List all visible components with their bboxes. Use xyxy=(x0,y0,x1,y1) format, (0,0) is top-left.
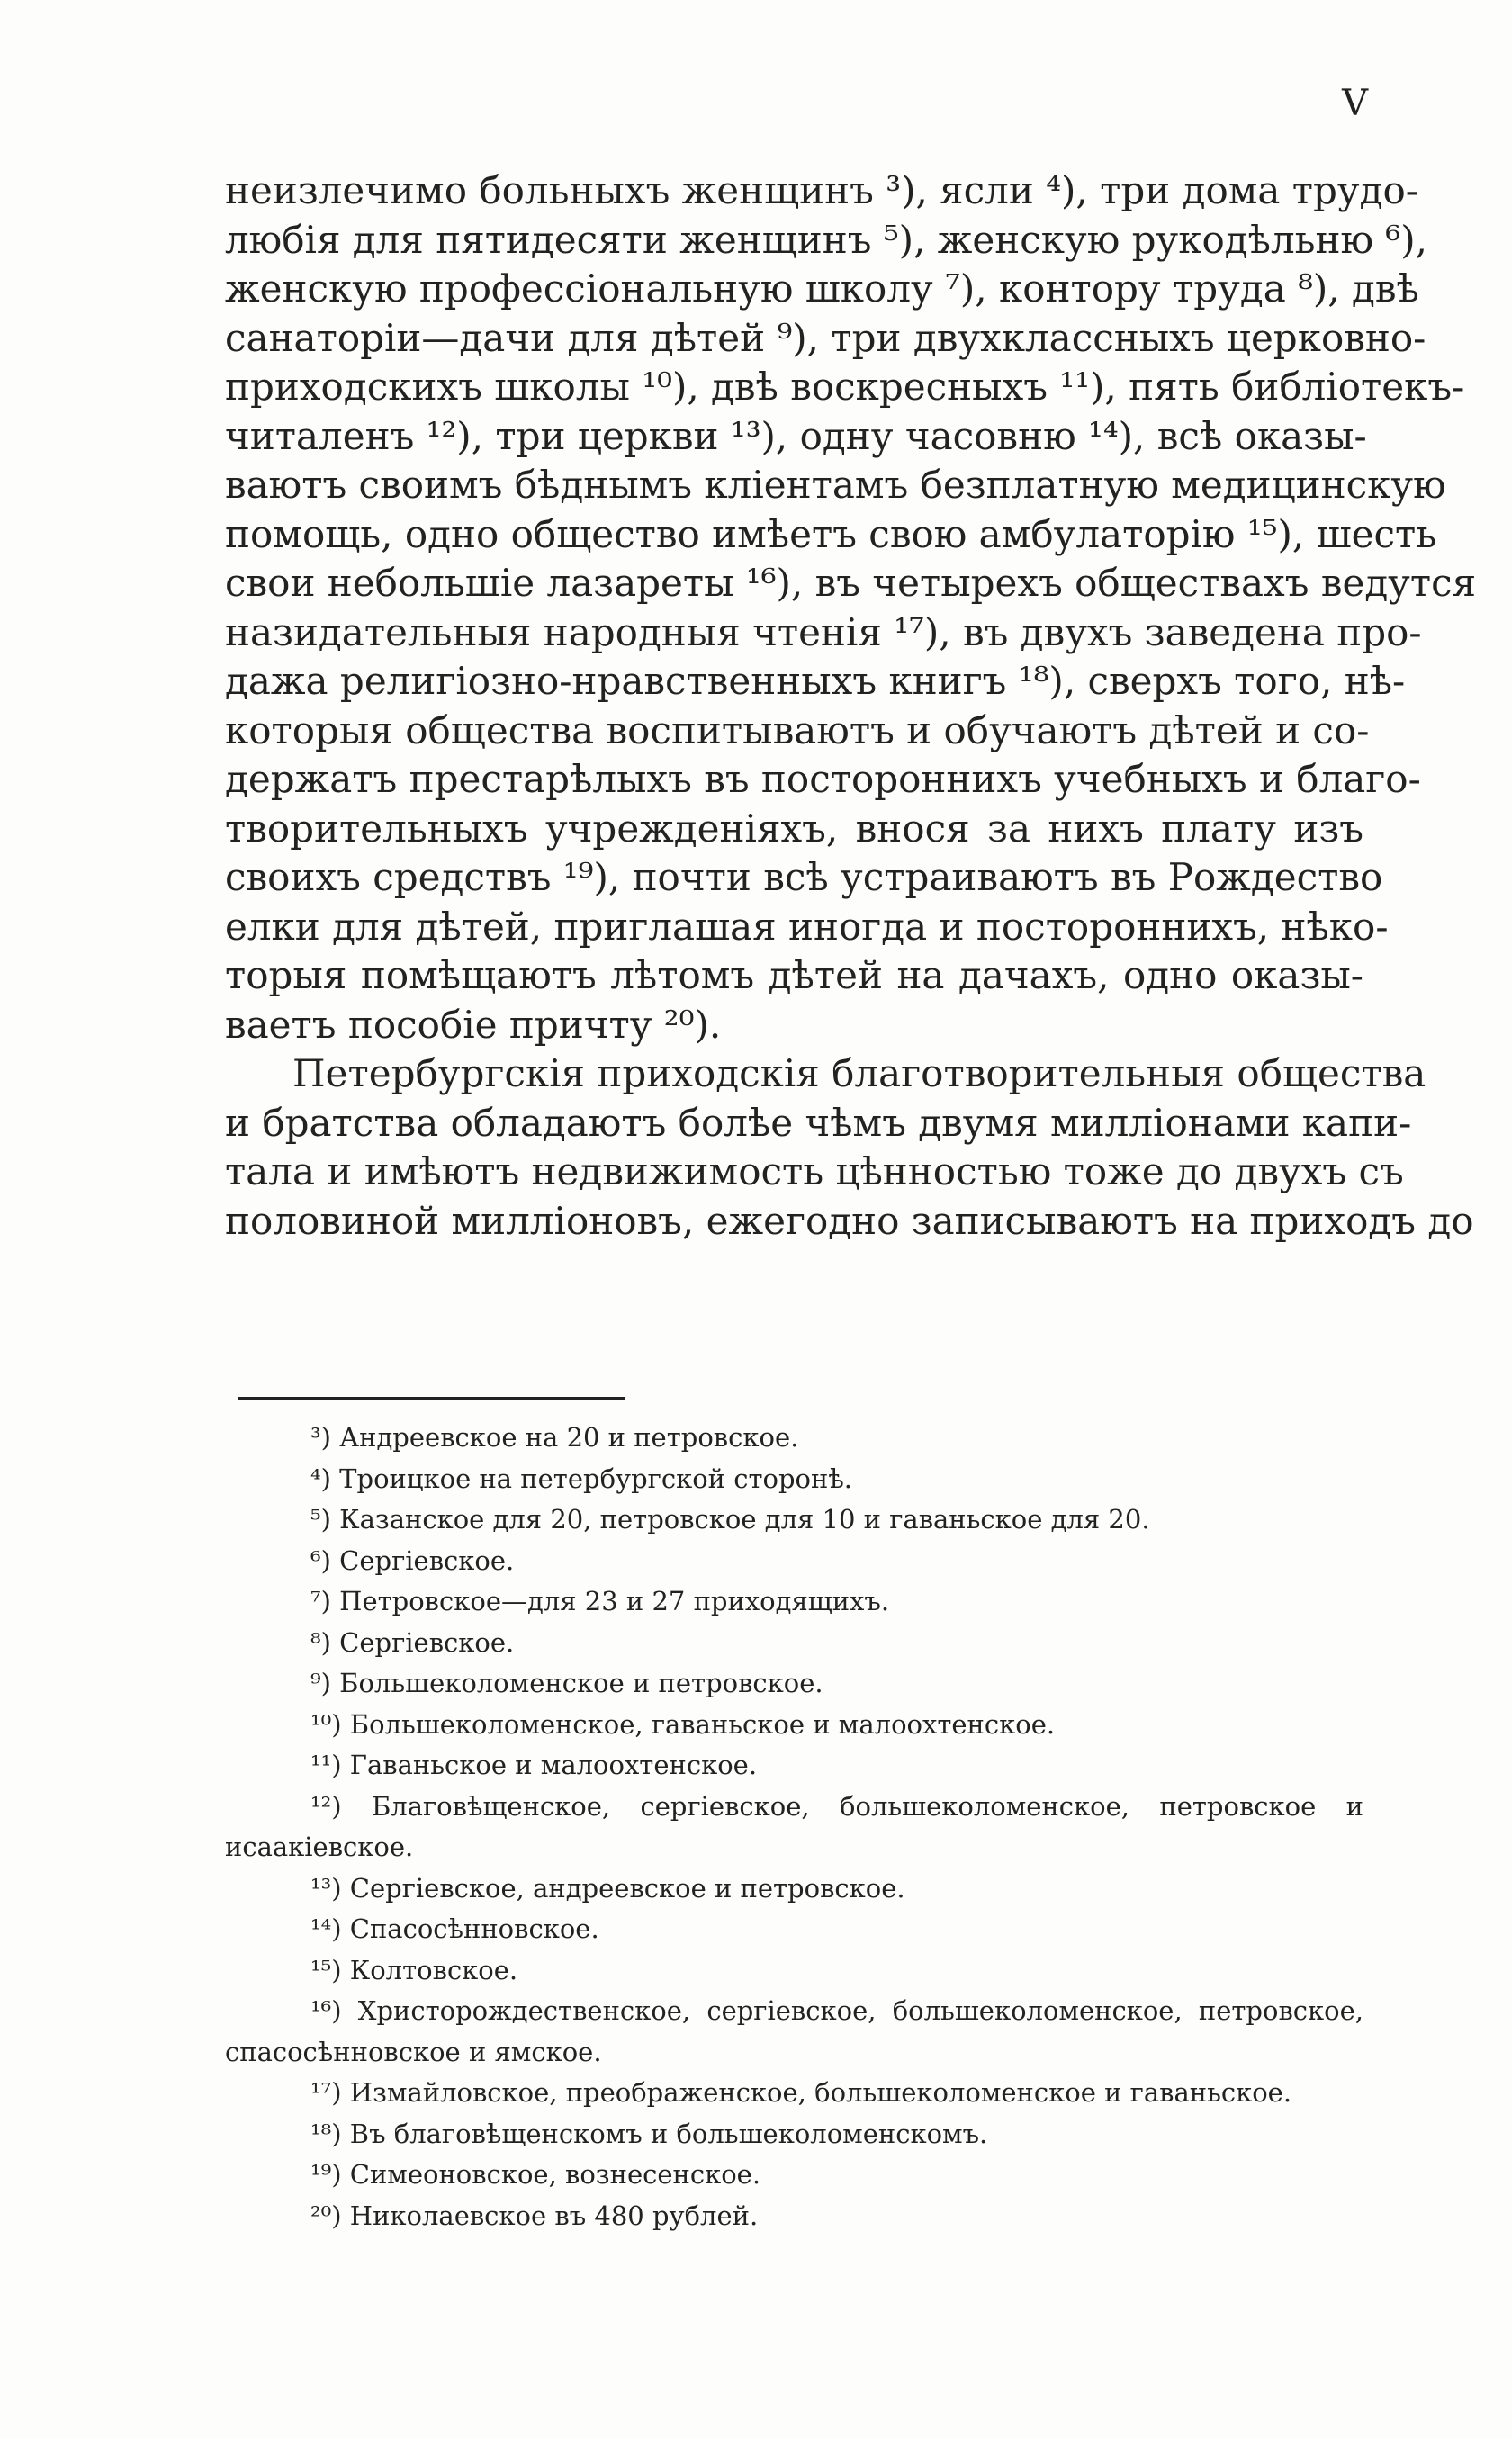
footnote: ¹⁰) Большеколоменское, гаваньское и малоохтенское. xyxy=(310,1708,1056,1740)
text-line: читаленъ ¹²), три церкви ¹³), одну часовню ¹⁴), всѣ оказы- xyxy=(225,413,1367,458)
footnote: ¹⁷) Измайловское, преображенское, большеколоменское и гаваньское. xyxy=(310,2077,1292,2108)
footnote: ¹²) Благовѣщенское, сергіевское, большеколоменское, петровское и xyxy=(310,1790,1364,1822)
text-line: торыя помѣщаютъ лѣтомъ дѣтей на дачахъ, одно оказы- xyxy=(225,953,1364,997)
text-line: елки для дѣтей, приглашая иногда и постороннихъ, нѣко- xyxy=(225,904,1389,949)
text-line: приходскихъ школы ¹⁰), двѣ воскресныхъ ¹¹), пять библіотекъ- xyxy=(225,364,1465,409)
footnote: ⁹) Большеколоменское и петровское. xyxy=(310,1668,824,1698)
text-line: санаторіи—дачи для дѣтей ⁹), три двухклассныхъ церковно- xyxy=(225,315,1426,360)
text-line: женскую профессіональную школу ⁷), контору труда ⁸), двѣ xyxy=(225,266,1419,310)
footnote-continuation: спасосѣнновское и ямское. xyxy=(225,2036,602,2067)
footnote: ¹³) Сергіевское, андреевское и петровское. xyxy=(310,1872,905,1904)
text-line: дажа религіозно-нравственныхъ книгъ ¹⁸), сверхъ того, нѣ- xyxy=(225,659,1406,703)
footnotes xyxy=(225,1418,1364,2236)
text-line: держатъ престарѣлыхъ въ постороннихъ учебныхъ и благо- xyxy=(225,757,1421,801)
footnote: ¹⁴) Спасосѣнновское. xyxy=(310,1913,599,1944)
footnote: ⁵) Казанское для 20, петровское для 10 и гаваньское для 20. xyxy=(310,1504,1150,1534)
text-line: половиной милліоновъ, ежегодно записываютъ на приходъ до xyxy=(225,1198,1474,1243)
footnote: ⁴) Троицкое на петербургской сторонѣ. xyxy=(310,1462,853,1494)
text-line: любія для пятидесяти женщинъ ⁵), женскую рукодѣльню ⁶), xyxy=(225,217,1427,262)
text-line: свои небольшіе лазареты ¹⁶), въ четырехъ обществахъ ведутся xyxy=(225,561,1477,605)
footnote: ¹⁸) Въ благовѣщенскомъ и большеколоменскомъ. xyxy=(310,2118,988,2149)
text-line: назидательныя народныя чтенія ¹⁷), въ двухъ заведена про- xyxy=(225,609,1422,654)
text-line: и братства обладаютъ болѣе чѣмъ двумя милліонами капи- xyxy=(225,1100,1412,1145)
footnote: ⁶) Сергіевское. xyxy=(310,1544,515,1576)
text-line: ваютъ своимъ бѣднымъ кліентамъ безплатную медицинскую xyxy=(225,463,1446,507)
footnote: ⁸) Сергіевское. xyxy=(310,1626,515,1658)
footnote-continuation: исаакіевское. xyxy=(225,1832,414,1862)
main-text xyxy=(225,166,1477,1246)
page-number: V xyxy=(1342,83,1368,124)
text-line: ваетъ пособіе причту ²⁰). xyxy=(225,1002,722,1047)
footnote: ¹⁹) Симеоновское, вознесенское. xyxy=(310,2159,761,2190)
footnote: ³) Андреевское на 20 и петровское. xyxy=(310,1422,799,1453)
text-line: неизлечимо больныхъ женщинъ ³), ясли ⁴), три дома трудо- xyxy=(225,168,1418,212)
text-line: своихъ средствъ ¹⁹), почти всѣ устраиваютъ въ Рождество xyxy=(225,855,1383,899)
text-line: творительныхъ учрежденіяхъ, внося за нихъ плату изъ xyxy=(225,806,1364,850)
footnote: ¹¹) Гаваньское и малоохтенское. xyxy=(310,1750,758,1780)
text-line: тала и имѣютъ недвижимость цѣнностью тоже до двухъ съ xyxy=(225,1149,1404,1193)
footnote: ²⁰) Николаевское въ 480 рублей. xyxy=(310,2200,759,2231)
footnote-divider xyxy=(238,1397,626,1400)
text-line: помощь, одно общество имѣетъ свою амбулаторію ¹⁵), шесть xyxy=(225,511,1437,556)
paragraph-start-line: Петербургскія приходскія благотворительныя общества xyxy=(292,1051,1426,1095)
footnote: ¹⁶) Христорождественское, сергіевское, большеколоменское, петровское, xyxy=(310,1995,1364,2026)
footnote: ⁷) Петровское—для 23 и 27 приходящихъ. xyxy=(310,1586,890,1616)
text-line: которыя общества воспитываютъ и обучаютъ дѣтей и со- xyxy=(225,707,1370,752)
footnote: ¹⁵) Колтовское. xyxy=(310,1954,518,1985)
